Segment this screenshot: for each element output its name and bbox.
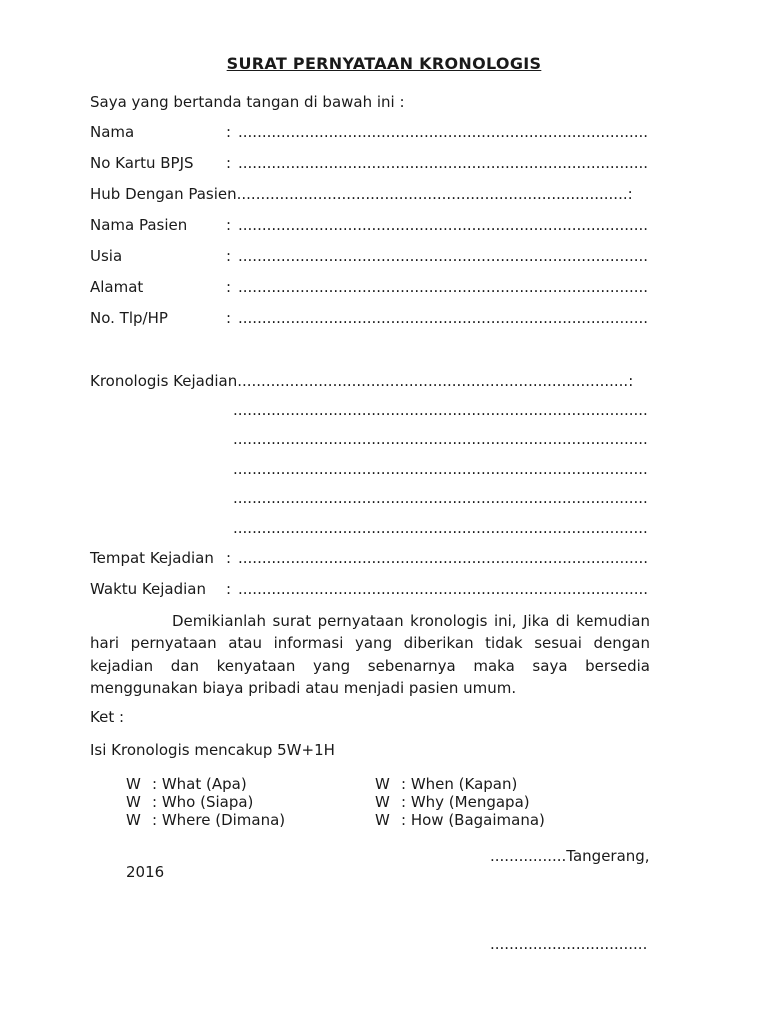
- w-item-what: [126, 775, 247, 793]
- field-label: No Kartu BPJS: [90, 154, 194, 172]
- w-text: : What (Apa): [152, 775, 247, 793]
- statement-paragraph: [90, 610, 650, 700]
- document-title: SURAT PERNYATAAN KRONOLOGIS: [226, 54, 542, 73]
- field-blank[interactable]: ......................................................................................: [238, 123, 649, 141]
- w-text: : Why (Mengapa): [401, 793, 530, 811]
- field-colon: :: [226, 549, 232, 567]
- field-colon: :: [226, 309, 232, 327]
- field-colon: :: [226, 216, 232, 234]
- field-label: Waktu Kejadian: [90, 580, 206, 598]
- field-nama-pasien: [90, 215, 670, 246]
- place-date-line[interactable]: ................Tangerang,: [490, 847, 650, 865]
- field-colon: :: [226, 247, 232, 265]
- field-tempat-kejadian: [90, 548, 670, 579]
- w-key: W: [126, 775, 141, 793]
- field-blank[interactable]: ......................................................................................: [238, 247, 649, 265]
- field-label: Nama Pasien: [90, 216, 188, 234]
- field-blank[interactable]: ......................................................................................: [238, 278, 649, 296]
- w-key: W: [375, 775, 390, 793]
- field-blank[interactable]: ......................................................................................: [238, 216, 649, 234]
- field-colon: :: [226, 123, 232, 141]
- field-blank[interactable]: ......................................................................................: [238, 309, 649, 327]
- field-label: Alamat: [90, 278, 144, 296]
- hub-line[interactable]: Hub Dengan Pasien..................................................................................:: [90, 185, 633, 203]
- field-hub-dengan-pasien: [90, 184, 670, 215]
- field-alamat: [90, 277, 670, 308]
- w-text: : Where (Dimana): [152, 811, 286, 829]
- kronologis-continuation[interactable]: .......................................................................................: [233, 489, 648, 507]
- field-nama: [90, 122, 670, 153]
- field-usia: [90, 246, 670, 277]
- field-blank[interactable]: ......................................................................................: [238, 154, 649, 172]
- w-item-why: [375, 793, 530, 811]
- w-key: W: [126, 811, 141, 829]
- w-item-how: [375, 811, 545, 829]
- kronologis-line[interactable]: Kronologis Kejadian..................................................................................:: [90, 372, 634, 390]
- kronologis-continuation[interactable]: .......................................................................................: [233, 401, 648, 419]
- kronologis-continuation[interactable]: .......................................................................................: [233, 430, 648, 448]
- field-no-tlp-hp: [90, 308, 670, 339]
- field-blank[interactable]: ......................................................................................: [238, 580, 649, 598]
- incident-fields: [90, 548, 670, 610]
- w-key: W: [375, 793, 390, 811]
- year-text: 2016: [126, 863, 165, 881]
- signature-line[interactable]: .................................: [490, 935, 648, 953]
- w-key: W: [375, 811, 390, 829]
- w-item-when: [375, 775, 517, 793]
- ket-label: Ket :: [90, 708, 125, 726]
- field-waktu-kejadian: [90, 579, 670, 610]
- w-text: : How (Bagaimana): [401, 811, 545, 829]
- w-text: : When (Kapan): [401, 775, 518, 793]
- field-label: Nama: [90, 123, 135, 141]
- field-label: Usia: [90, 247, 123, 265]
- field-label: No. Tlp/HP: [90, 309, 168, 327]
- w-text: : Who (Siapa): [152, 793, 254, 811]
- w-item-who: [126, 793, 253, 811]
- field-colon: :: [226, 278, 232, 296]
- field-colon: :: [226, 154, 232, 172]
- kronologis-continuation[interactable]: .......................................................................................: [233, 460, 648, 478]
- isi-kronologis-text: Isi Kronologis mencakup 5W+1H: [90, 741, 335, 759]
- field-colon: :: [226, 580, 232, 598]
- field-blank[interactable]: ......................................................................................: [238, 549, 649, 567]
- w-key: W: [126, 793, 141, 811]
- intro-text: Saya yang bertanda tangan di bawah ini :: [90, 93, 405, 111]
- w-item-where: [126, 811, 285, 829]
- field-no-kartu-bpjs: [90, 153, 670, 184]
- identity-fields: [90, 122, 670, 339]
- statement-text: Demikianlah surat pernyataan kronologis ini, Jika di kemudian hari pernyataan atau informasi yang diberikan tidak sesuai dengan kejadian dan kenyataan yang sebenarnya maka saya bersedia menggunakan biaya pribadi atau menjadi pasien umum.: [90, 612, 650, 698]
- field-label: Tempat Kejadian: [90, 549, 214, 567]
- kronologis-continuation[interactable]: .......................................................................................: [233, 519, 648, 537]
